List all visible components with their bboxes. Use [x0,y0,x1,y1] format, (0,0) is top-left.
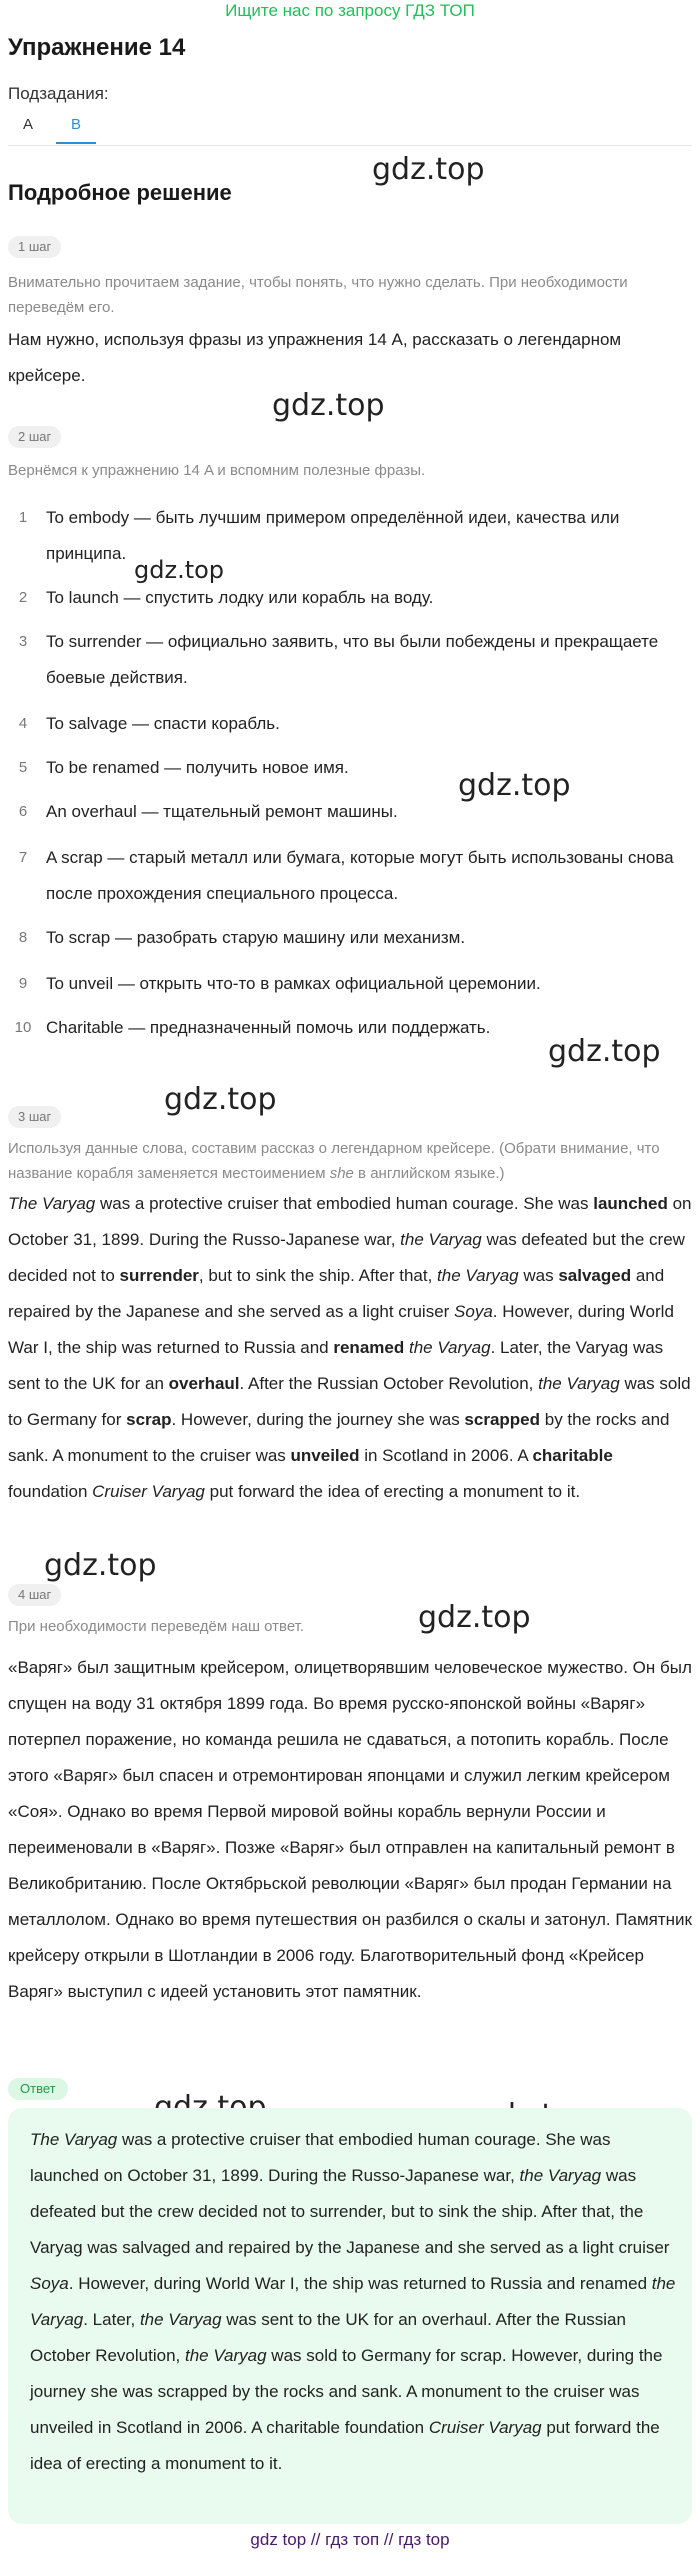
list-item [8,920,692,956]
answer-badge: Ответ [8,2078,68,2100]
list-text: To surrender — официально заявить, что вы были побеждены и прекращаете боевые действия. [46,632,659,687]
watermark: gdz.top [548,1034,661,1069]
step-badge: 2 шаг [8,426,61,448]
top-banner[interactable]: Ищите нас по запросу ГДЗ ТОП [225,1,475,20]
list-number: 5 [18,759,28,776]
watermark: gdz.top [272,388,385,423]
list-number: 4 [18,715,28,732]
list-text: An overhaul — тщательный ремонт машины. [46,802,398,821]
list-item [8,500,692,572]
list-number: 9 [18,975,28,992]
step-note: Внимательно прочитаем задание, чтобы понять, что нужно сделать. При необходимости переведём его. [8,274,628,316]
watermark: gdz.top [418,1600,531,1635]
list-item [8,580,692,616]
section-title: Подробное решение [8,180,232,205]
list-number: 1 [18,509,28,526]
list-number: 8 [18,929,28,946]
page-title: Упражнение 14 [8,34,186,61]
step-text: Нам нужно, используя фразы из упражнения 14 A, рассказать о легендарном крейсере. [8,330,622,385]
list-item [8,840,692,912]
list-text: Charitable — предназначенный помочь или поддержать. [46,1018,491,1037]
step-note: При необходимости переведём наш ответ. [8,1618,305,1635]
step-note: Вернёмся к упражнению 14 A и вспомним полезные фразы. [8,462,426,479]
tab-a[interactable]: A [22,116,33,133]
list-text: To scrap — разобрать старую машину или механизм. [46,928,466,947]
translation-text: «Варяг» был защитным крейсером, олицетворявшим человеческое мужество. Он был спущен на воду 31 октября 1899 года. Во время русско-японской войны «Варяг» потерпел поражение, но команда решила не сдаваться, а потопить корабль. После этого «Варяг» был спасен и отремонтирован японцами и служил легким крейсером «Соя». Однако во время Первой мировой войны корабль вернули России и переименовали в «Варяг». Позже «Варяг» был отправлен на капитальный ремонт в Великобританию. После Октябрьской революции «Варяг» был продан Германии на металлолом. Однако во время путешествия он разбился о скалы и затонул. Памятник крейсеру открыли в Шотландии в 2006 году. Благотворительный фонд «Крейсер Варяг» выступил с идеей установить этот памятник. [8,1658,692,2001]
watermark: gdz.top [458,768,571,803]
list-item [8,624,692,696]
list-number: 10 [14,1019,32,1036]
list-number: 3 [18,633,28,650]
step-note: Используя данные слова, составим рассказ о легендарном крейсере. (Обрати внимание, что название корабля заменяется местоимением she в английском языке.) [8,1140,660,1182]
list-item [8,794,692,830]
subtasks-label: Подзадания: [8,84,109,103]
list-text: To launch — спустить лодку или корабль на воду. [46,588,434,607]
list-item [8,706,692,742]
footer-links[interactable]: gdz top // гдз топ // гдз top [250,2530,450,2549]
list-number: 7 [18,849,28,866]
list-text: To unveil — открыть что-то в рамках официальной церемонии. [46,974,541,993]
watermark: gdz.top [164,1082,277,1117]
watermark: gdz.top [134,556,225,584]
list-item [8,966,692,1002]
step-badge: 3 шаг [8,1106,61,1128]
watermark: gdz.top [44,1548,157,1583]
list-number: 6 [18,803,28,820]
answer-text: The Varyag was a protective cruiser that embodied human courage. She was launched on October 31, 1899. During the Russo-Japanese war, the Varyag was defeated but the crew decided not to surrender, but to sink the ship. After that, the Varyag was salvaged and repaired by the Japanese and she served as a light cruiser Soya. However, during World War I, the ship was returned to Russia and renamed the Varyag. Later, the Varyag was sent to the UK for an overhaul. After the Russian October Revolution, the Varyag was sold to Germany for scrap. However, during the journey she was scrapped by the rocks and sank. A monument to the cruiser was unveiled in Scotland in 2006. A charitable foundation Cruiser Varyag put forward the idea of erecting a monument to it. [30,2130,676,2473]
list-number: 2 [18,589,28,606]
list-text: To embody — быть лучшим примером определённой идеи, качества или принципа. [46,508,620,563]
step-badge: 4 шаг [8,1584,61,1606]
list-item [8,750,692,786]
watermark: gdz.top [372,152,485,187]
story-text: The Varyag was a protective cruiser that embodied human courage. She was launched on October 31, 1899. During the Russo-Japanese war, the Varyag was defeated but the crew decided not to surrender, but to sink the ship. After that, the Varyag was salvaged and repaired by the Japanese and she served as a light cruiser Soya. However, during World War I, the ship was returned to Russia and renamed the Varyag. Later, the Varyag was sent to the UK for an overhaul. After the Russian October Revolution, the Varyag was sold to Germany for scrap. However, during the journey she was scrapped by the rocks and sank. A monument to the cruiser was unveiled in Scotland in 2006. A charitable foundation Cruiser Varyag put forward the idea of erecting a monument to it. [8,1194,692,1501]
list-item [8,1010,692,1046]
list-text: To be renamed — получить новое имя. [46,758,349,777]
divider [8,145,692,146]
step-badge: 1 шаг [8,236,61,258]
list-text: A scrap — старый металл или бумага, которые могут быть использованы снова после прохождения специального процесса. [46,848,674,903]
tab-b[interactable]: B [56,114,96,144]
list-text: To salvage — спасти корабль. [46,714,280,733]
